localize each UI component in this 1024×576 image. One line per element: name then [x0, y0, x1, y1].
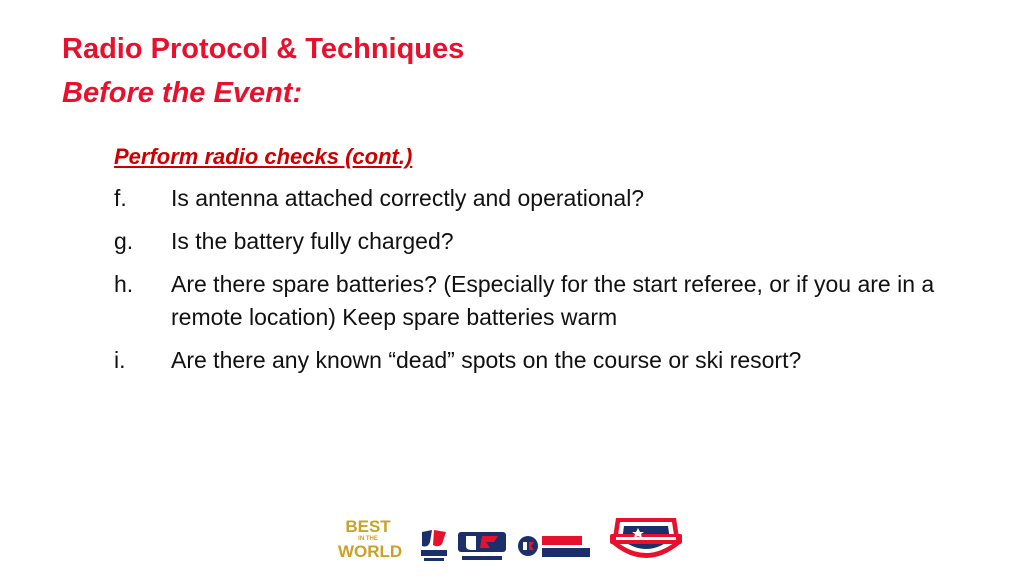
us-snowboarding-logo: [456, 528, 508, 566]
list-item-text: Are there any known “dead” spots on the course or ski resort?: [171, 347, 802, 373]
logo-text-line: BEST: [345, 517, 391, 536]
list-marker: i.: [114, 347, 126, 373]
list-item-text: Are there spare batteries? (Especially for the start referee, or if you are in a remote location) Keep spare batteries warm: [171, 271, 935, 330]
list-item-text: Is the battery fully charged?: [171, 228, 454, 254]
slide-title: Radio Protocol & Techniques: [62, 33, 465, 65]
believe-in-us-logo: [606, 514, 686, 570]
section-heading: Perform radio checks (cont.): [114, 144, 413, 169]
us-freeskiing-logo: [516, 528, 594, 566]
footer-logos: [330, 512, 690, 572]
list-marker: f.: [114, 185, 127, 211]
slide-subtitle: Before the Event:: [62, 77, 303, 109]
us-ski-team-logo: [418, 526, 450, 564]
list-item: [114, 225, 974, 258]
logo-text-line: WORLD: [338, 542, 403, 561]
list-item-text: Is antenna attached correctly and operational?: [171, 185, 645, 211]
list-item: [114, 268, 974, 334]
list-item: [114, 344, 974, 377]
best-in-the-world-logo: [338, 517, 403, 568]
list-marker: h.: [114, 271, 134, 297]
checklist: [114, 182, 974, 387]
logo-text-line: IN THE: [358, 536, 378, 542]
list-item: [114, 182, 974, 215]
list-marker: g.: [114, 228, 134, 254]
